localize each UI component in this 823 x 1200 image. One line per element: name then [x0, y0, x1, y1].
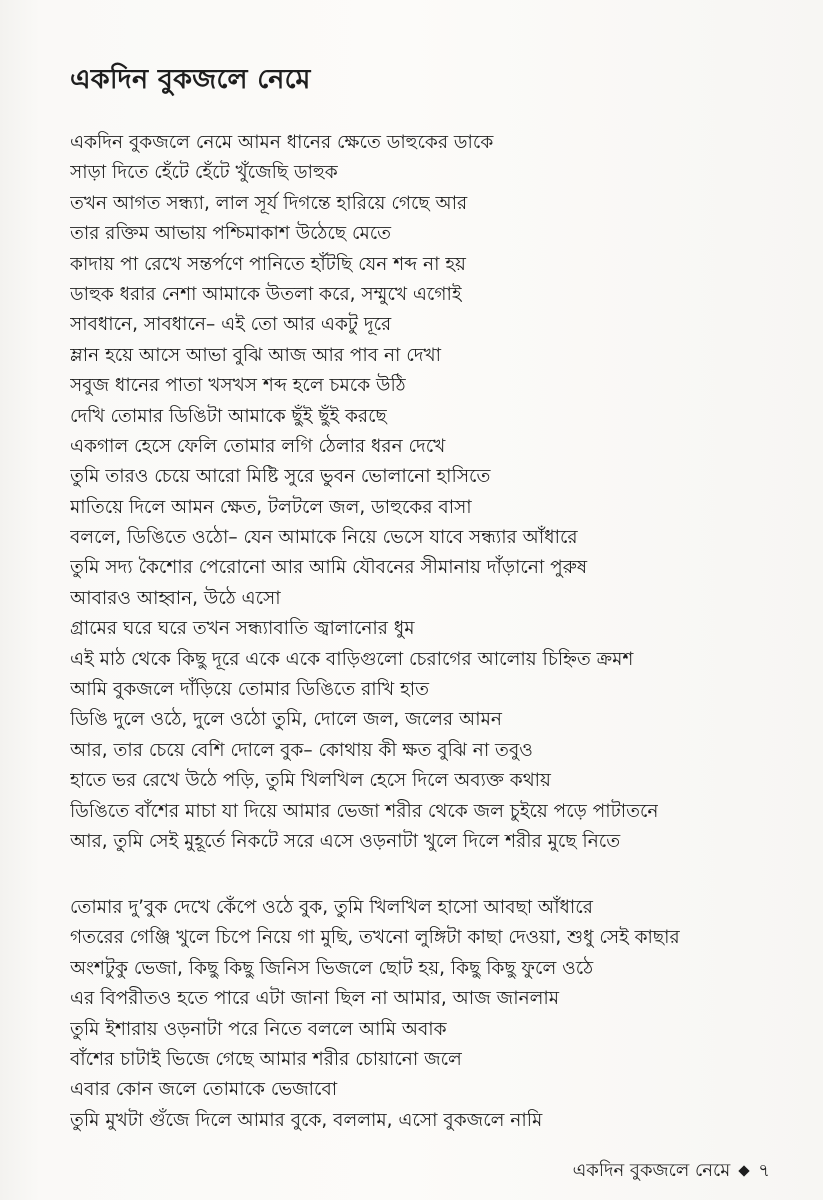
- poem-line: এর বিপরীতও হতে পারে এটা জানা ছিল না আমার, আজ জানলাম: [70, 988, 560, 1010]
- poem-line: অংশটুকু ভেজা, কিছু কিছু জিনিস ভিজলে ছোট হয়, কিছু কিছু ফুলে ওঠে: [70, 957, 594, 979]
- poem-line: ম্লান হয়ে আসে আভা বুঝি আজ আর পাব না দেখা: [70, 344, 441, 366]
- stanza-2: [70, 893, 680, 1136]
- poem-line: তুমি সদ্য কৈশোর পেরোনো আর আমি যৌবনের সীমানায় দাঁড়ানো পুরুষ: [70, 557, 588, 579]
- poem-line: আমি বুকজলে দাঁড়িয়ে তোমার ডিঙিতে রাখি হাত: [70, 679, 429, 701]
- poem-line: ডাহুক ধরার নেশা আমাকে উতলা করে, সম্মুখে এগোই: [70, 283, 462, 305]
- poem-title: একদিন বুকজলে নেমে: [70, 64, 311, 95]
- poem-line: গ্রামের ঘরে ঘরে তখন সন্ধ্যাবাতি জ্বালানোর ধুম: [70, 618, 415, 640]
- poem-line: মাতিয়ে দিলে আমন ক্ষেত, টলটলে জল, ডাহুকের বাসা: [70, 496, 472, 518]
- poem-line: কাদায় পা রেখে সন্তর্পণে পানিতে হাঁটছি যেন শব্দ না হয়: [70, 253, 466, 275]
- running-title: একদিন বুকজলে নেমে: [572, 1160, 731, 1181]
- poem-line: তার রক্তিম আভায় পশ্চিমাকাশ উঠেছে মেতে: [70, 223, 392, 245]
- poem-line: সবুজ ধানের পাতা খসখস শব্দ হলে চমকে উঠি: [70, 375, 406, 397]
- poem-line: গতরের গেঞ্জি খুলে চিপে নিয়ে গা মুছি, তখনো লুঙ্গিটা কাছা দেওয়া, শুধু সেই কাছার: [70, 927, 680, 949]
- poem-line: ডিঙিতে বাঁশের মাচা যা দিয়ে আমার ভেজা শরীর থেকে জল চুইয়ে পড়ে পাটাতনে: [70, 800, 659, 822]
- page-footer: [573, 1158, 770, 1184]
- page-number: ৭: [758, 1160, 770, 1181]
- poem-line: বাঁশের চাটাই ভিজে গেছে আমার শরীর চোয়ানো জলে: [70, 1048, 462, 1070]
- poem-line: হাতে ভর রেখে উঠে পড়ি, তুমি খিলখিল হেসে দিলে অব্যক্ত কথায়: [70, 770, 551, 792]
- poem-line: তুমি ইশারায় ওড়নাটা পরে নিতে বললে আমি অবাক: [70, 1018, 447, 1040]
- poem-line: আর, তার চেয়ে বেশি দোলে বুক– কোথায় কী ক্ষত বুঝি না তবুও: [70, 739, 533, 761]
- stanza-1: [70, 128, 658, 857]
- poem-line: সাবধানে, সাবধানে– এই তো আর একটু দূরে: [70, 314, 392, 336]
- poem-line: তুমি তারও চেয়ে আরো মিষ্টি সুরে ভুবন ভোলানো হাসিতে: [70, 466, 491, 488]
- poem-line: এবার কোন জলে তোমাকে ভেজাবো: [70, 1079, 338, 1101]
- poem-line: তোমার দু’বুক দেখে কেঁপে ওঠে বুক, তুমি খিলখিল হাসো আবছা আঁধারে: [70, 897, 593, 918]
- poem-line: তখন আগত সন্ধ্যা, লাল সূর্য দিগন্তে হারিয়ে গেছে আর: [70, 192, 468, 214]
- poem-line: বললে, ডিঙিতে ওঠো– যেন আমাকে নিয়ে ভেসে যাবে সন্ধ্যার আঁধারে: [70, 527, 578, 549]
- poem-line: আর, তুমি সেই মুহূর্তে নিকটে সরে এসে ওড়নাটা খুলে দিলে শরীর মুছে নিতে: [70, 830, 621, 852]
- poem-line: তুমি মুখটা গুঁজে দিলে আমার বুকে, বললাম, এসো বুকজলে নামি: [70, 1109, 543, 1131]
- poem-line: একদিন বুকজলে নেমে আমন ধানের ক্ষেতে ডাহুকের ডাকে: [70, 132, 494, 153]
- poem-line: দেখি তোমার ডিঙিটা আমাকে ছুঁই ছুঁই করছে: [70, 405, 387, 427]
- poem-line: এই মাঠ থেকে কিছু দূরে একে একে বাড়িগুলো চেরাগের আলোয় চিহ্নিত ক্রমশ: [70, 648, 634, 670]
- poem-line: সাড়া দিতে হেঁটে হেঁটে খুঁজেছি ডাহুক: [70, 162, 338, 184]
- poem-line: আবারও আহ্বান, উঠে এসো: [70, 587, 281, 609]
- poem-line: ডিঙি দুলে ওঠে, দুলে ওঠো তুমি, দোলে জল, জলের আমন: [70, 709, 502, 731]
- poem-line: একগাল হেসে ফেলি তোমার লগি ঠেলার ধরন দেখে: [70, 435, 446, 457]
- diamond-separator-icon: [739, 1165, 750, 1176]
